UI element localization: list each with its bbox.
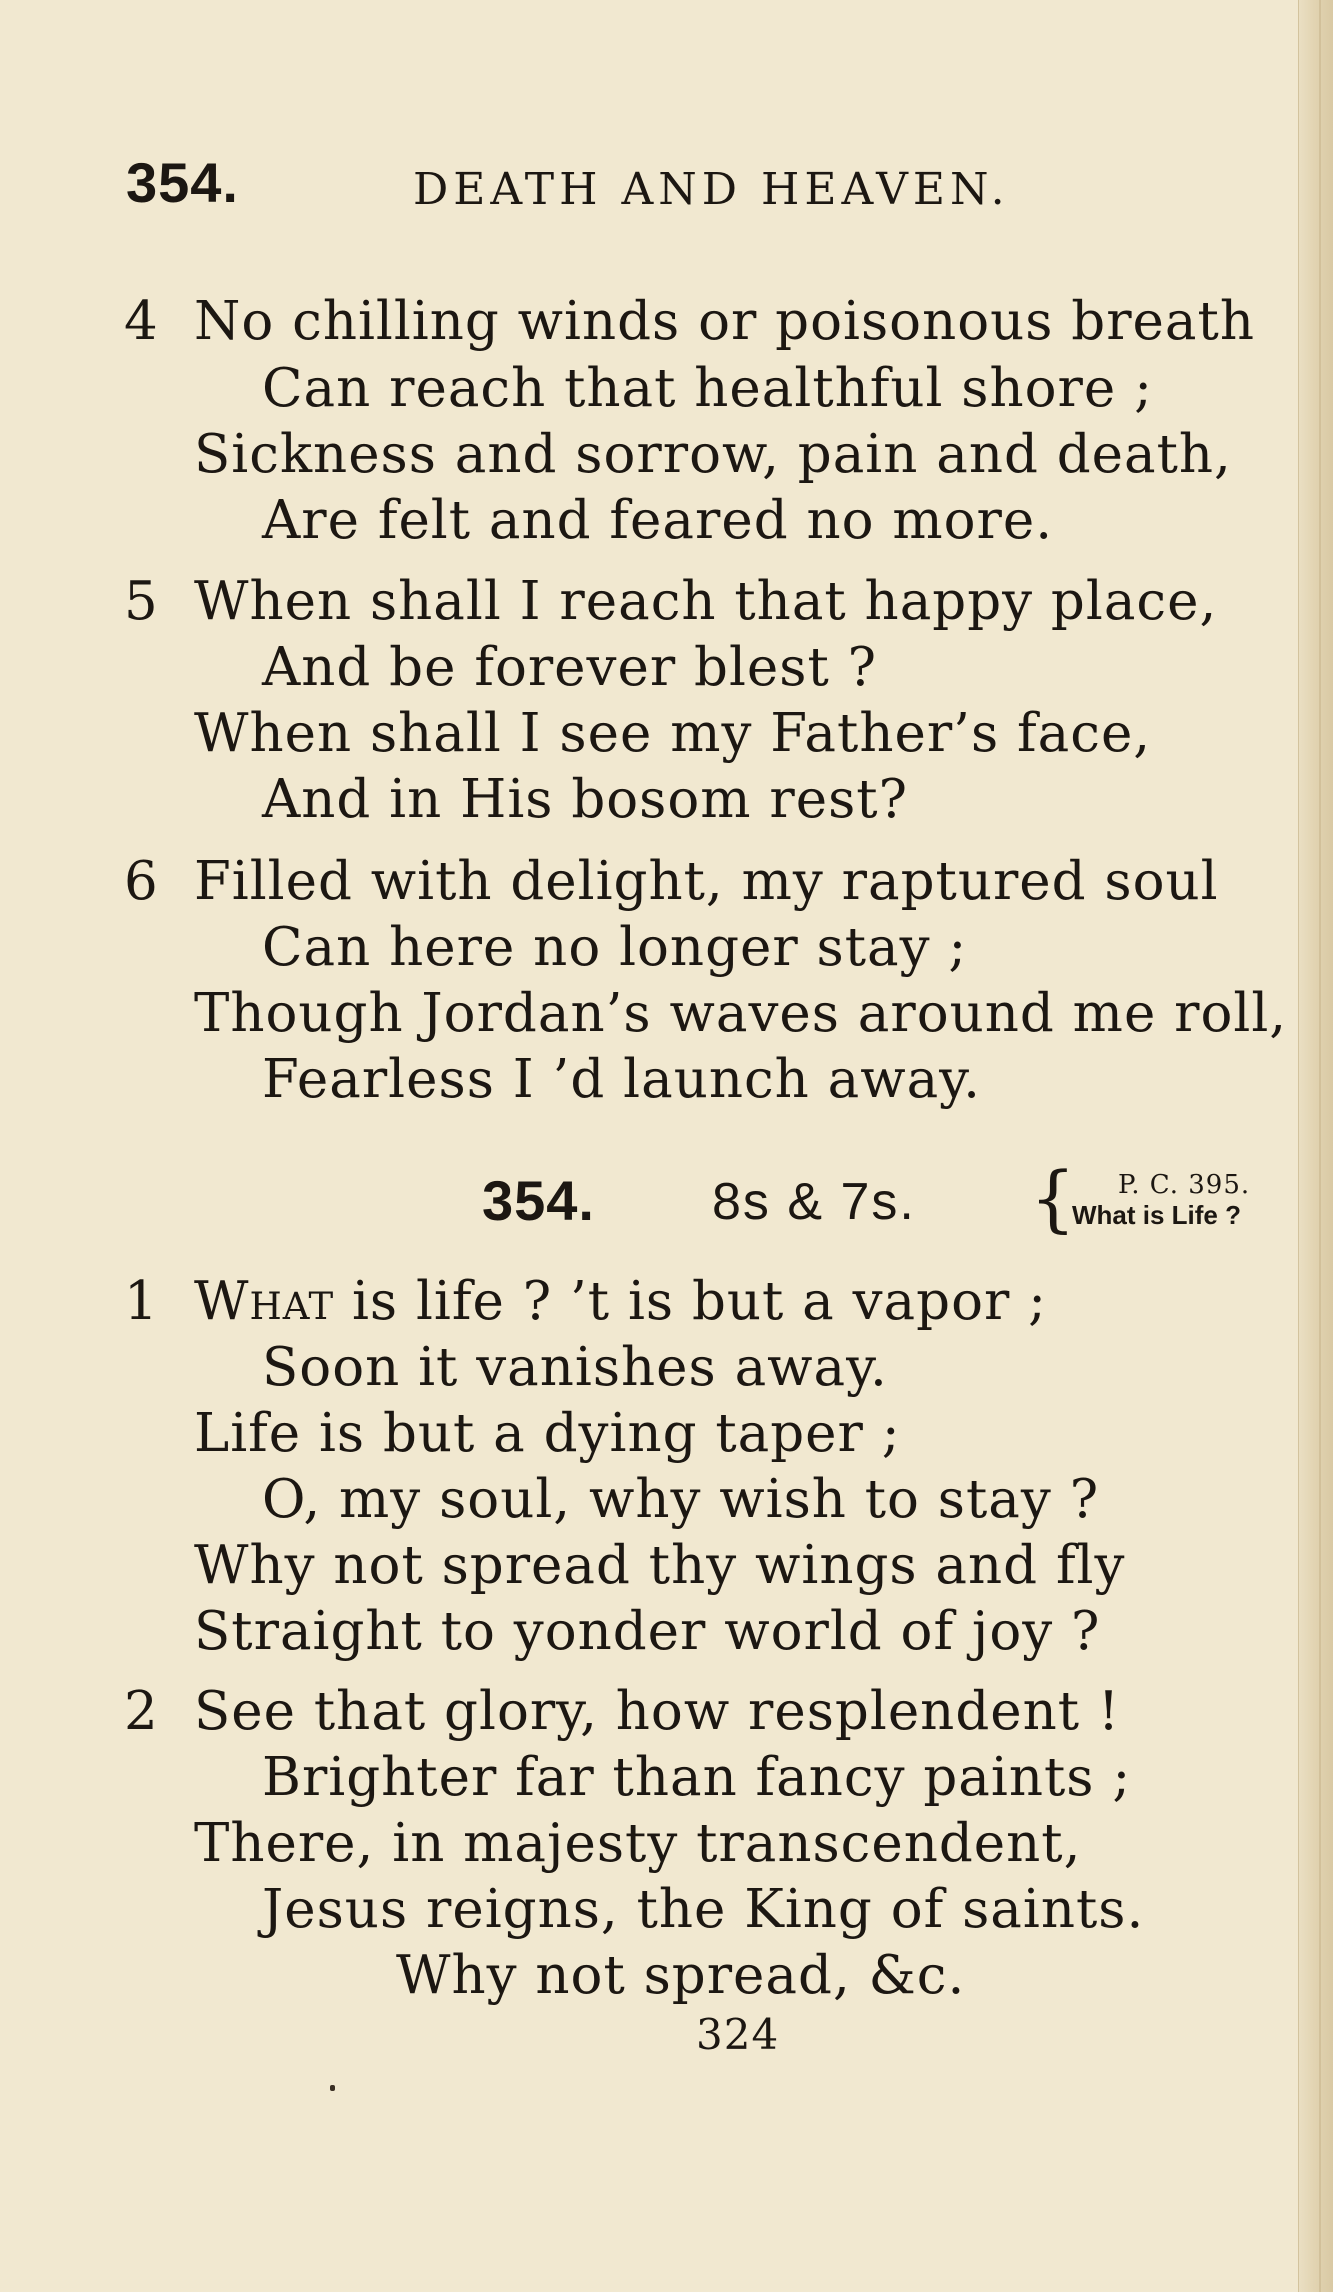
verse-line: Why not spread, &c. [396,1945,966,2006]
verse-line: Why not spread thy wings and fly [194,1535,1126,1596]
verse-line: Life is but a dying taper ; [194,1403,901,1464]
verse-line: Jesus reigns, the King of saints. [262,1879,1145,1940]
verse-line: Brighter far than fancy paints ; [262,1747,1132,1808]
verse-line: O, my soul, why wish to stay ? [262,1469,1100,1530]
verse-line [194,1271,1048,1332]
tune-reference: P. C. 395. [1118,1170,1251,1200]
folio-number: 324 [696,2010,780,2059]
verse-first-word: What [194,1271,335,1332]
ink-speck [330,2085,335,2091]
page-edge [1298,0,1333,2292]
verse-line: Can reach that healthful shore ; [262,358,1153,419]
brace-glyph: { [1030,1156,1076,1240]
page-header [118,150,1218,230]
verse-line: There, in majesty transcendent, [194,1813,1082,1874]
hymn-heading [0,1156,1333,1248]
verse-line: Can here no longer stay ; [262,917,968,978]
page-number: 354. [126,151,239,214]
verse-line: See that glory, how resplendent ! [194,1681,1121,1742]
verse-line: Filled with delight, my raptured soul [194,851,1219,912]
verse-line: And be forever blest ? [262,637,878,698]
page-edge-line [1319,0,1321,2292]
verse-line: Sickness and sorrow, pain and death, [194,424,1232,485]
verse-number: 2 [124,1681,158,1742]
verse-line: When shall I see my Father’s face, [194,703,1152,764]
hymn-meter: 8s & 7s. [712,1173,916,1231]
verse-line: And in His bosom rest? [262,769,908,830]
verse-number: 4 [124,291,158,352]
verse-number: 5 [124,571,158,632]
tune-name: What is Life ? [1072,1200,1241,1230]
verse-line: When shall I reach that happy place, [194,571,1218,632]
verse-line: No chilling winds or poisonous breath [194,291,1255,352]
verse-line: Are felt and feared no more. [262,490,1054,551]
verse-line-rest: is life ? ’t is but a vapor ; [334,1271,1048,1332]
verse-line: Straight to yonder world of joy ? [194,1601,1101,1662]
verse-line: Soon it vanishes away. [262,1337,888,1398]
running-head: DEATH AND HEAVEN. [413,164,1010,215]
hymn-number: 354. [482,1169,595,1232]
verse-line: Though Jordan’s waves around me roll, [194,983,1288,1044]
verse-line: Fearless I ’d launch away. [262,1049,981,1110]
verse-number: 1 [124,1271,158,1332]
verse-number: 6 [124,851,158,912]
